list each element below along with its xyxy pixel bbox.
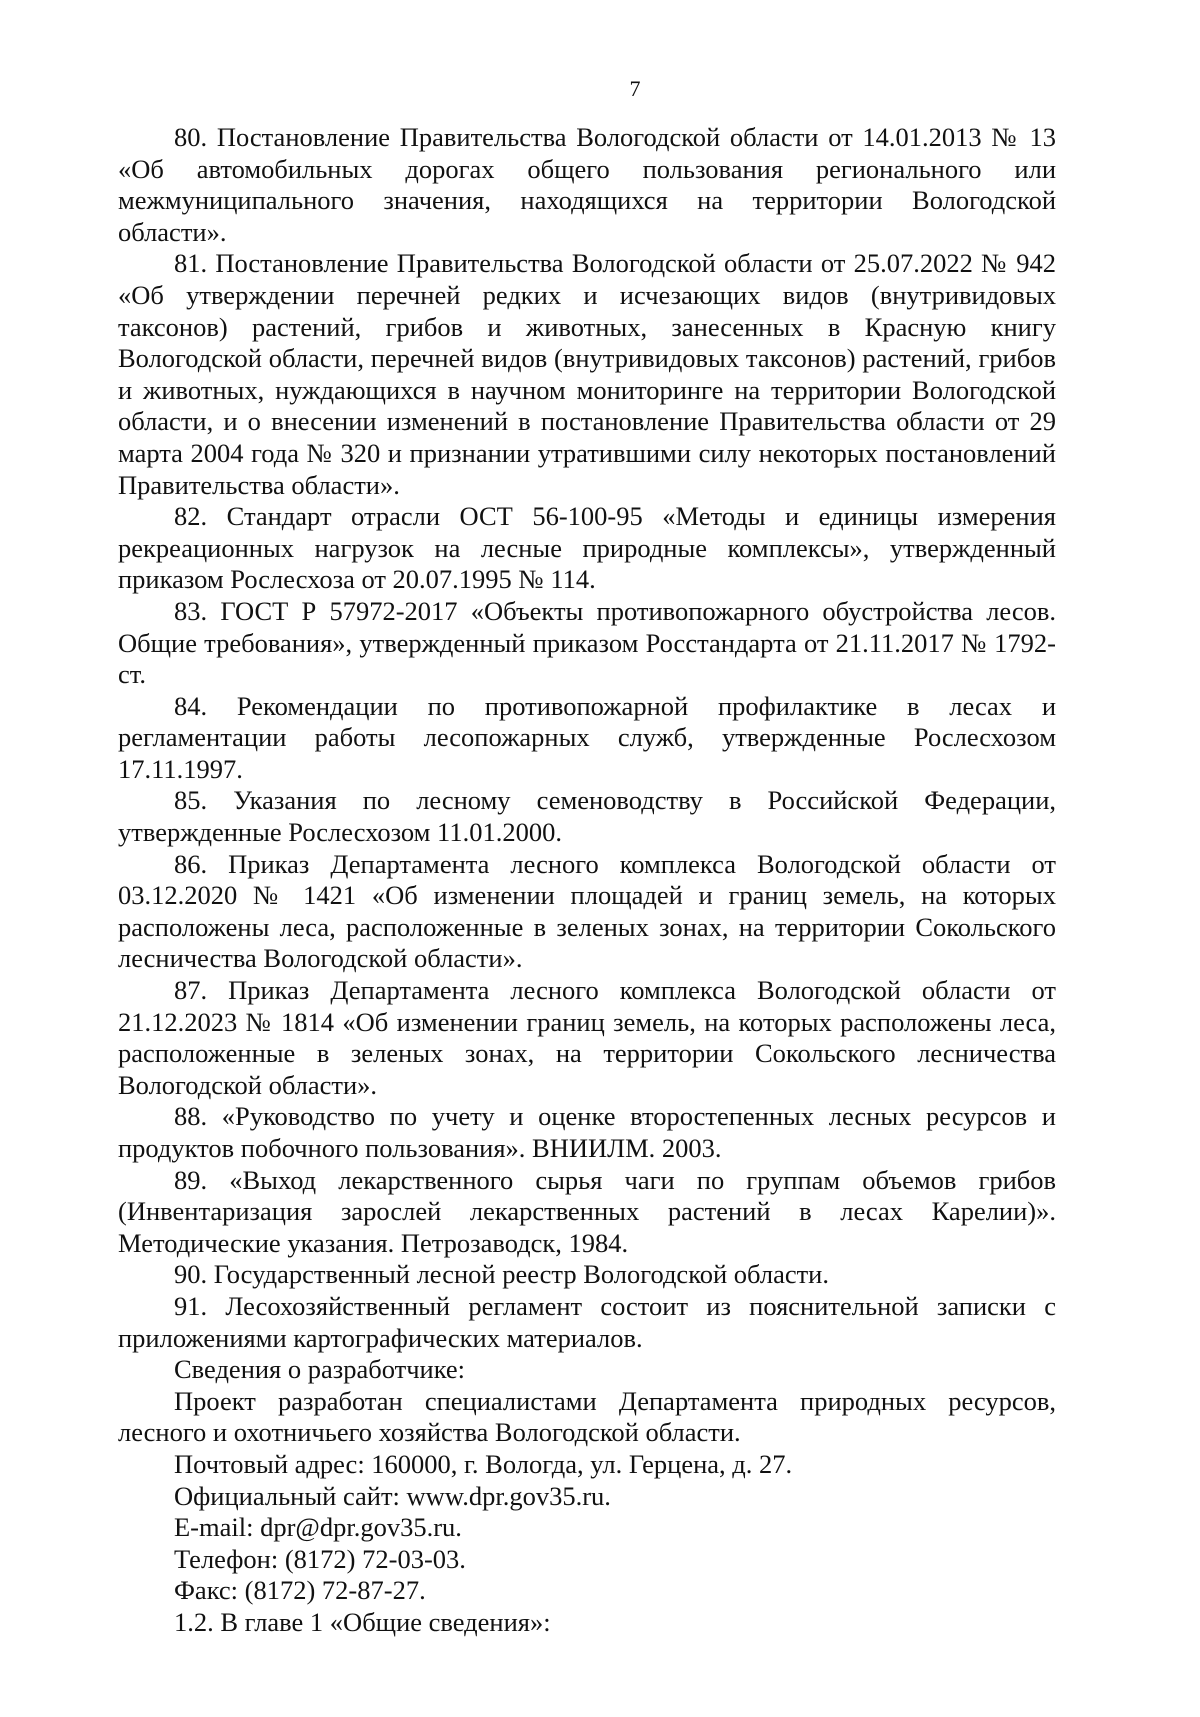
paragraph-item-85: 85. Указания по лесному семеноводству в Российской Федерации, утвержденные Рослесхозом 11.01.2000. xyxy=(118,785,1056,848)
fax-number: Факс: (8172) 72-87-27. xyxy=(174,1575,426,1606)
paragraph-item-83: 83. ГОСТ Р 57972-2017 «Объекты противопожарного обустройства лесов. Общие требования», утвержденный приказом Росстандарта от 21.11.2017 № 1792-ст. xyxy=(118,595,1056,690)
developer-info-text: Проект разработан специалистами Департамента природных ресурсов, лесного и охотничьего хозяйства Вологодской области. xyxy=(118,1385,1056,1448)
page-number: 7 xyxy=(629,76,641,101)
paragraph-item-81: 81. Постановление Правительства Вологодской области от 25.07.2022 № 942 «Об утверждении перечней редких и исчезающих видов (внутривидовых таксонов) растений, грибов и животных, занесенных в Красную книгу Вологодской области, перечней видов (внутривидовых таксонов) растений, грибов и животных, нуждающихся в научном мониторинге на территории Вологодской области, и о внесении изменений в постановление Правительства области от 29 марта 2004 года № 320 и признании утратившими силу некоторых постановлений Правительства области». xyxy=(118,248,1056,500)
email-address: E-mail: dpr@dpr.gov35.ru. xyxy=(174,1512,462,1543)
paragraph-item-87: 87. Приказ Департамента лесного комплекса Вологодской области от 21.12.2023 № 1814 «Об изменении границ земель, на которых расположены леса, расположенные в зеленых зонах, на территории Сокольского лесничества Вологодской области». xyxy=(118,975,1056,1100)
phone-number: Телефон: (8172) 72-03-03. xyxy=(174,1543,466,1574)
paragraph-item-80: 80. Постановление Правительства Вологодской области от 14.01.2013 № 13 «Об автомобильных дорогах общего пользования регионального или межмуниципального значения, находящихся на территории Вологодской области». xyxy=(118,122,1056,247)
postal-address: Почтовый адрес: 160000, г. Вологда, ул. Герцена, д. 27. xyxy=(174,1448,793,1479)
paragraph-item-84: 84. Рекомендации по противопожарной профилактике в лесах и регламентации работы лесопожарных служб, утвержденные Рослесхозом 17.11.1997. xyxy=(118,690,1056,784)
document-body xyxy=(118,122,1056,1639)
paragraph-item-86: 86. Приказ Департамента лесного комплекса Вологодской области от 03.12.2020 № 1421 «Об изменении площадей и границ земель, на которых расположены леса, расположенные в зеленых зонах, на территории Сокольского лесничества Вологодской области». xyxy=(118,848,1056,974)
chapter-1-amendment-heading: 1.2. В главе 1 «Общие сведения»: xyxy=(174,1606,551,1637)
paragraph-item-91: 91. Лесохозяйственный регламент состоит из пояснительной записки с приложениями картографических материалов. xyxy=(118,1290,1056,1353)
paragraph-item-89: 89. «Выход лекарственного сырья чаги по группам объемов грибов (Инвентаризация зарослей лекарственных растений в лесах Карелии)». Методические указания. Петрозаводск, 1984. xyxy=(118,1164,1056,1258)
paragraph-item-90: 90. Государственный лесной реестр Вологодской области. xyxy=(174,1259,829,1290)
paragraph-item-82: 82. Стандарт отрасли ОСТ 56-100-95 «Методы и единицы измерения рекреационных нагрузок на лесные природные комплексы», утвержденный приказом Рослесхоза от 20.07.1995 № 114. xyxy=(118,501,1056,595)
paragraph-item-88: 88. «Руководство по учету и оценке второстепенных лесных ресурсов и продуктов побочного пользования». ВНИИЛМ. 2003. xyxy=(118,1101,1056,1163)
official-website: Официальный сайт: www.dpr.gov35.ru. xyxy=(174,1480,611,1511)
developer-info-heading: Сведения о разработчике: xyxy=(174,1354,466,1385)
